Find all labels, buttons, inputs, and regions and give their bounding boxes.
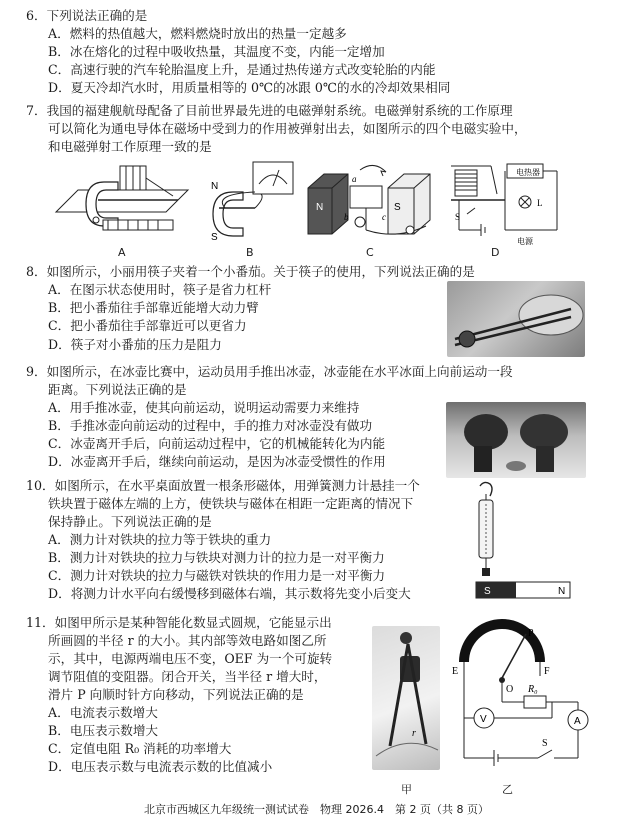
q9-option-d: D．冰壶离开手后，继续向前运动，是因为冰壶受惯性的作用 xyxy=(48,454,386,469)
q7c-c: c xyxy=(382,212,386,222)
q9-option-b: B．手推冰壶向前运动的过程中，手的推力对冰壶没有做功 xyxy=(48,418,373,433)
q7b-s: S xyxy=(211,232,218,242)
page-footer: 北京市西城区九年级统一测试试卷 物理 2026.4 第 2 页（共 8 页） xyxy=(144,803,489,816)
q11-option-b: B．电压表示数增大 xyxy=(48,723,159,738)
q9-stem-line2: 距离。下列说法正确的是 xyxy=(48,382,187,397)
q7-label-b: B xyxy=(246,246,254,259)
q7c-b: b xyxy=(344,212,349,222)
q9-stem-line1: 9．如图所示，在冰壶比赛中，运动员用手推出冰壶，冰壶能在水平冰面上向前运动一段 xyxy=(26,364,513,379)
q7d-heater: 电热器 xyxy=(516,168,540,177)
q7-label-a: A xyxy=(118,246,126,259)
q8-option-a: A．在图示状态使用时，筷子是省力杠杆 xyxy=(48,282,272,297)
q11-stem-line2: 所画圆的半径 r 的大小。其内部等效电路如图乙所 xyxy=(48,633,327,648)
q8-option-d: D．筷子对小番茄的压力是阻力 xyxy=(48,337,222,352)
q6-option-c: C．高速行驶的汽车轮胎温度上升，是通过热传递方式改变轮胎的内能 xyxy=(48,62,436,77)
q6-option-a: A．燃料的热值越大，燃料燃烧时放出的热量一定越多 xyxy=(48,26,347,41)
q7-figure-a xyxy=(48,160,198,242)
q7-label-c: C xyxy=(366,246,374,259)
q11-f-label: F xyxy=(544,666,550,677)
q8-stem: 8．如图所示，小丽用筷子夹着一个小番茄。关于筷子的使用，下列说法正确的是 xyxy=(26,264,475,279)
q11-stem-line4: 调节阻值的变阻器。闭合开关，当半径 r 增大时， xyxy=(48,669,327,684)
q11-fig-jia-label: 甲 xyxy=(401,783,412,796)
chopsticks-photo xyxy=(447,281,585,357)
q7d-s: S xyxy=(455,212,461,222)
q6-stem: 6．下列说法正确的是 xyxy=(26,8,148,23)
switch-s-label: S xyxy=(542,738,548,749)
q10-figure xyxy=(474,478,584,602)
magnet-s-label: S xyxy=(484,586,491,597)
q7c-a: a xyxy=(352,174,357,184)
q7c-s: S xyxy=(394,202,401,213)
q11-option-c: C．定值电阻 R₀ 消耗的功率增大 xyxy=(48,741,232,756)
q6-option-b: B．冰在熔化的过程中吸收热量，其温度不变，内能一定增加 xyxy=(48,44,385,59)
q10-option-d: D．将测力计水平向右缓慢移到磁体右端，其示数将先变小后变大 xyxy=(48,586,411,601)
q10-option-a: A．测力计对铁块的拉力等于铁块的重力 xyxy=(48,532,272,547)
q7c-n: N xyxy=(316,202,324,213)
q11-stem-line5: 滑片 P 向顺时针方向移动，下列说法正确的是 xyxy=(48,687,304,702)
q7d-power: 电源 xyxy=(517,237,533,246)
ammeter-label: A xyxy=(574,716,581,727)
q7-stem-line2: 可以简化为通电导体在磁场中受到力的作用被弹射出去，如图所示的四个电磁实验中， xyxy=(48,121,527,136)
q10-option-b: B．测力计对铁块的拉力与铁块对测力计的拉力是一对平衡力 xyxy=(48,550,385,565)
q7-stem-line1: 7．我国的福建舰航母配备了目前世界最先进的电磁弹射系统。电磁弹射系统的工作原理 xyxy=(26,103,513,118)
q11-option-a: A．电流表示数增大 xyxy=(48,705,158,720)
q11-stem-line3: 示，其中，电源两端电压不变，OEF 为一个可旋转 xyxy=(48,651,333,666)
q11-option-d: D．电压表示数与电流表示数的比值减小 xyxy=(48,759,273,774)
q7-stem-line3: 和电磁弹射工作原理一致的是 xyxy=(48,139,212,154)
q11-stem-line1: 11．如图甲所示是某种智能化数显式圆规，它能显示出 xyxy=(26,615,332,630)
q11-p-label: P xyxy=(528,628,534,639)
q7-figure-c xyxy=(306,160,438,246)
q10-stem-line3: 保持静止。下列说法正确的是 xyxy=(48,514,212,529)
q8-option-b: B．把小番茄往手部靠近能增大动力臂 xyxy=(48,300,259,315)
q7d-l: L xyxy=(537,198,543,208)
q9-option-a: A．用手推冰壶，使其向前运动，说明运动需要力来维持 xyxy=(48,400,360,415)
q11-r0-label: R₀ xyxy=(528,684,538,695)
q7-figure-d xyxy=(445,158,575,246)
q11-jia-r: r xyxy=(412,728,416,739)
q8-option-c: C．把小番茄往手部靠近可以更省力 xyxy=(48,318,247,333)
q11-o-label: O xyxy=(506,684,514,695)
q11-fig-yi-label: 乙 xyxy=(502,783,513,796)
magnet-n-label: N xyxy=(558,586,566,597)
q9-option-c: C．冰壶离开手后，向前运动过程中，它的机械能转化为内能 xyxy=(48,436,386,451)
q7b-n: N xyxy=(211,181,219,192)
q7-label-d: D xyxy=(491,246,500,259)
curling-photo xyxy=(446,402,586,478)
voltmeter-label: V xyxy=(480,714,487,725)
q10-stem-line2: 铁块置于磁体左端的上方，使铁块与磁体在相距一定距离的情况下 xyxy=(48,496,414,511)
q11-circuit-figure xyxy=(448,618,598,780)
q10-option-c: C．测力计对铁块的拉力与磁铁对铁块的作用力是一对平衡力 xyxy=(48,568,386,583)
compass-photo xyxy=(372,626,440,770)
q11-e-label: E xyxy=(452,666,459,677)
q10-stem-line1: 10．如图所示，在水平桌面放置一根条形磁体，用弹簧测力计悬挂一个 xyxy=(26,478,420,493)
q6-option-d: D．夏天冷却汽水时，用质量相等的 0℃的冰跟 0℃的水的冷却效果相同 xyxy=(48,80,451,95)
q7-figure-b xyxy=(205,158,300,242)
